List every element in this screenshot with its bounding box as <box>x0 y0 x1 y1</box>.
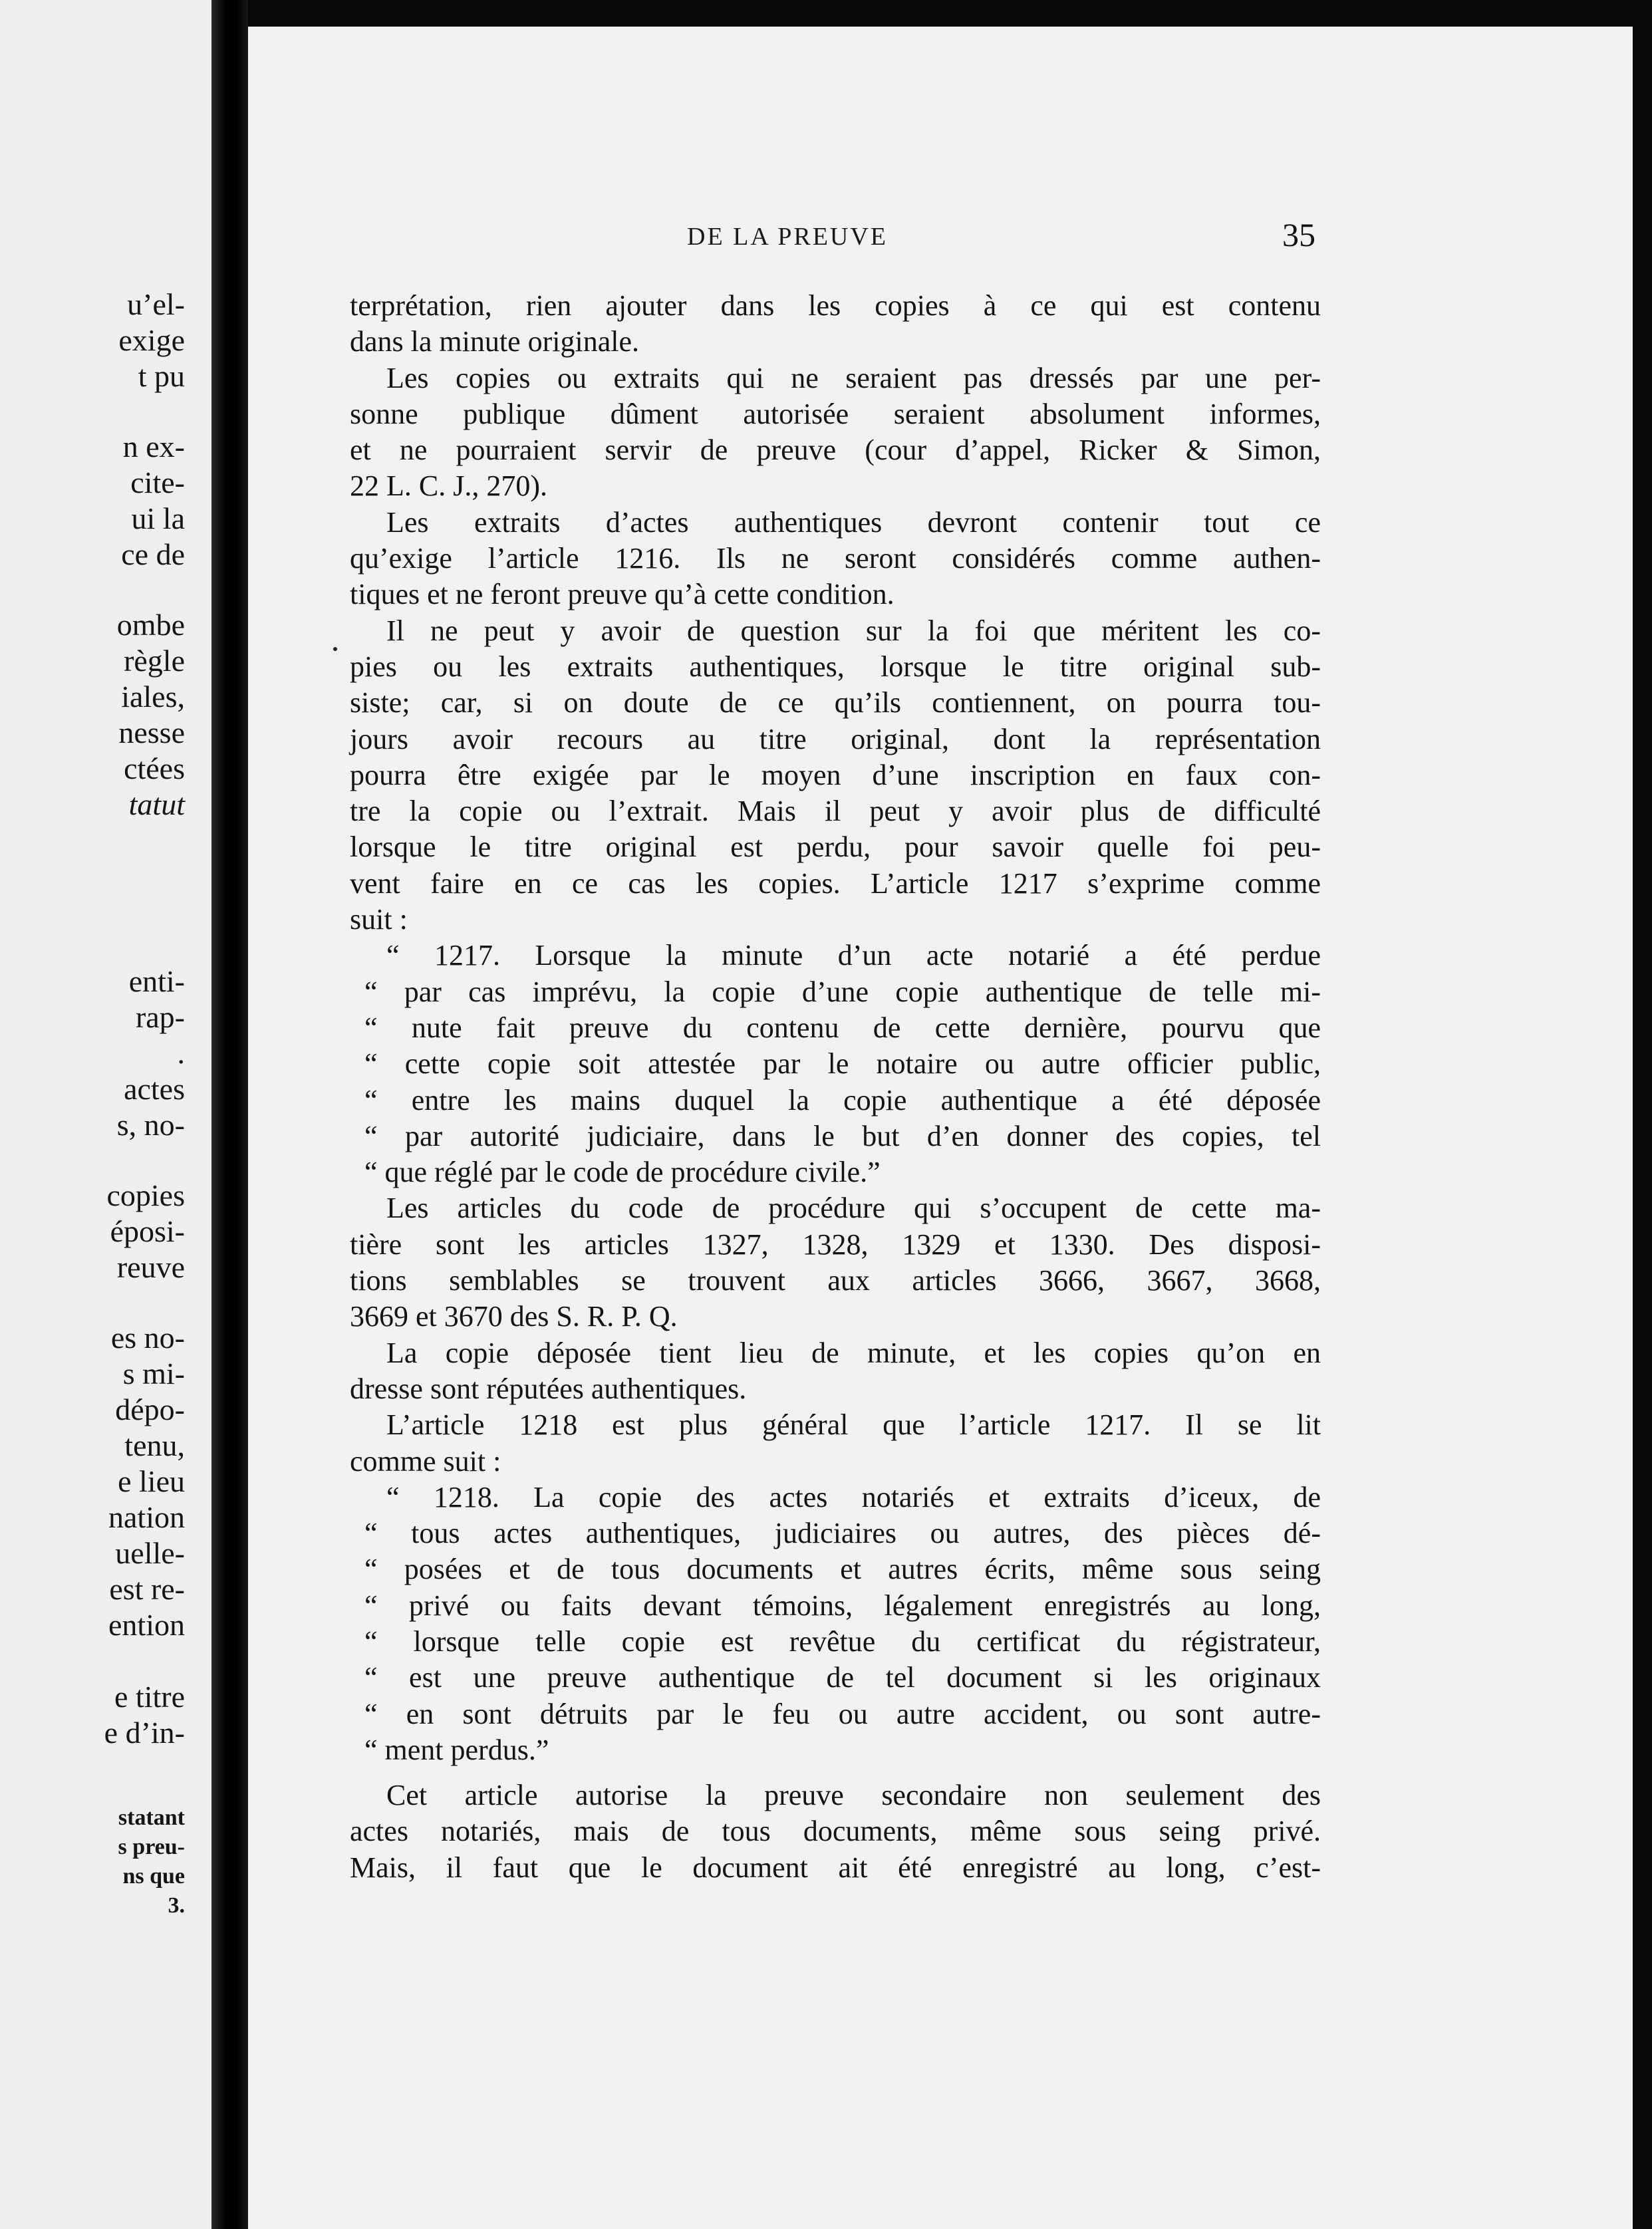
text-line: dresse sont réputées authentiques. <box>350 1372 747 1405</box>
text-line: Les copies ou extraits qui ne seraient pas dressés par une per- <box>386 361 1321 394</box>
margin-mark <box>333 647 337 651</box>
facing-page-fragment: s mi- <box>122 1357 185 1390</box>
facing-page-fragment: ombe <box>116 608 185 642</box>
text-line: tions semblables se trouvent aux articles 3666, 3667, 3668, <box>350 1264 1321 1297</box>
body-text <box>350 288 1321 1886</box>
facing-page-fragment: ention <box>108 1608 185 1642</box>
text-line: Mais, il faut que le document ait été enregistré au long, c’est- <box>350 1851 1321 1884</box>
text-line: Il ne peut y avoir de question sur la foi que méritent les co- <box>386 614 1321 647</box>
book-gutter <box>211 0 248 2229</box>
text-line: “ 1217. Lorsque la minute d’un acte notarié a été perdue <box>386 939 1321 972</box>
text-line: actes notariés, mais de tous documents, même sous seing privé. <box>350 1815 1321 1848</box>
text-line: “ que réglé par le code de procédure civile.” <box>364 1156 881 1189</box>
text-line: dans la minute originale. <box>350 325 639 358</box>
facing-page-fragment: e d’in- <box>104 1716 185 1750</box>
text-line: 3669 et 3670 des S. R. P. Q. <box>350 1300 678 1333</box>
text-line: “ nute fait preuve du contenu de cette dernière, pourvu que <box>364 1011 1321 1044</box>
text-line: sonne publique dûment autorisée seraient absolument informes, <box>350 397 1321 430</box>
text-line: pies ou les extraits authentiques, lorsque le titre original sub- <box>350 650 1321 683</box>
text-line: qu’exige l’article 1216. Ils ne seront considérés comme authen- <box>350 542 1321 575</box>
text-line: Les articles du code de procédure qui s’occupent de cette ma- <box>386 1192 1321 1225</box>
facing-page-fragment: s, no- <box>116 1108 185 1142</box>
facing-page-fragment: e lieu <box>118 1464 185 1498</box>
text-line: tiques et ne feront preuve qu’à cette condition. <box>350 578 895 611</box>
running-title: DE LA PREUVE <box>687 223 888 251</box>
text-line: tière sont les articles 1327, 1328, 1329 et 1330. Des disposi- <box>350 1228 1321 1261</box>
facing-page-fragment: enti- <box>128 964 185 998</box>
facing-page-fragment: dépo- <box>115 1392 185 1426</box>
text-line: Cet article autorise la preuve secondaire non seulement des <box>386 1779 1321 1812</box>
text-line: “ privé ou faits devant témoins, légalement enregistrés au long, <box>364 1589 1321 1622</box>
text-line: pourra être exigée par le moyen d’une inscription en faux con- <box>350 758 1321 791</box>
facing-page-fragment: uelle- <box>115 1536 185 1570</box>
text-line: “ par autorité judiciaire, dans le but d’en donner des copies, tel <box>364 1119 1321 1152</box>
facing-page-fragment: est re- <box>109 1572 185 1606</box>
page-number: 35 <box>1282 216 1315 253</box>
text-line: “ cette copie soit attestée par le notaire ou autre officier public, <box>364 1047 1321 1081</box>
text-line: “ tous actes authentiques, judiciaires ou autres, des pièces dé- <box>364 1517 1321 1550</box>
facing-page-fragment: reuve <box>116 1250 185 1284</box>
text-line: comme suit : <box>350 1444 501 1478</box>
facing-page-fragment: iales, <box>121 680 185 714</box>
page-35 <box>248 27 1633 2229</box>
facing-page-left <box>0 0 211 2229</box>
facing-page-fragment: e titre <box>114 1680 185 1714</box>
text-line: “ entre les mains duquel la copie authentique a été déposée <box>364 1083 1321 1116</box>
text-line: La copie déposée tient lieu de minute, et les copies qu’on en <box>386 1336 1321 1369</box>
text-line: “ en sont détruits par le feu ou autre accident, ou sont autre- <box>364 1697 1321 1730</box>
facing-page-fragment: 3. <box>168 1893 185 1918</box>
facing-page-fragment: nesse <box>118 716 185 749</box>
facing-page-fragment: n ex- <box>122 430 185 463</box>
facing-page-fragment: ctées <box>124 751 185 785</box>
text-line: jours avoir recours au titre original, dont la représentation <box>350 722 1321 755</box>
facing-page-fragment: es no- <box>110 1321 185 1355</box>
facing-page-fragment: tatut <box>128 787 185 821</box>
facing-page-fragment: tenu, <box>124 1428 185 1462</box>
text-line: et ne pourraient servir de preuve (cour d’appel, Ricker & Simon, <box>350 434 1321 467</box>
text-line: siste; car, si on doute de ce qu’ils contiennent, on pourra tou- <box>350 686 1321 720</box>
facing-page-fragment: nation <box>108 1500 185 1534</box>
facing-page-fragment: ce de <box>121 537 185 571</box>
facing-page-fragment: u’el- <box>127 287 185 321</box>
facing-page-fragment: exige <box>118 323 185 357</box>
text-line: “ ment perdus.” <box>364 1733 549 1766</box>
facing-page-fragment: règle <box>124 644 185 678</box>
facing-page-fragment: . <box>177 1036 185 1070</box>
facing-page-fragment: copies <box>106 1178 185 1212</box>
text-line: tre la copie ou l’extrait. Mais il peut y avoir plus de difficulté <box>350 795 1321 828</box>
facing-page-fragment: éposi- <box>110 1214 185 1248</box>
facing-page-fragment: ns que <box>122 1864 185 1889</box>
text-line: Les extraits d’actes authentiques devront contenir tout ce <box>386 505 1321 539</box>
text-line: suit : <box>350 903 408 936</box>
text-line: “ lorsque telle copie est revêtue du certificat du régistrateur, <box>364 1625 1321 1658</box>
facing-page-fragment: rap- <box>135 1000 185 1034</box>
text-line: vent faire en ce cas les copies. L’article 1217 s’exprime comme <box>350 866 1321 900</box>
facing-page-fragment: ui la <box>131 501 185 535</box>
text-line: “ posées et de tous documents et autres écrits, même sous seing <box>364 1553 1321 1586</box>
facing-page-fragment: t pu <box>138 359 185 393</box>
text-line: “ par cas imprévu, la copie d’une copie authentique de telle mi- <box>364 975 1321 1008</box>
facing-page-fragment: statant <box>118 1805 185 1830</box>
running-header <box>248 216 1633 255</box>
text-line: L’article 1218 est plus général que l’article 1217. Il se lit <box>386 1408 1321 1442</box>
text-line: terprétation, rien ajouter dans les copies à ce qui est contenu <box>350 289 1321 322</box>
text-line: “ est une preuve authentique de tel document si les originaux <box>364 1661 1321 1694</box>
facing-page-fragment: actes <box>124 1072 185 1106</box>
facing-page-fragment: cite- <box>130 465 185 499</box>
text-line: lorsque le titre original est perdu, pour savoir quelle foi peu- <box>350 831 1321 864</box>
text-line: “ 1218. La copie des actes notariés et extraits d’iceux, de <box>386 1480 1321 1513</box>
text-line: 22 L. C. J., 270). <box>350 469 547 503</box>
facing-page-fragment: s preu- <box>118 1835 185 1859</box>
